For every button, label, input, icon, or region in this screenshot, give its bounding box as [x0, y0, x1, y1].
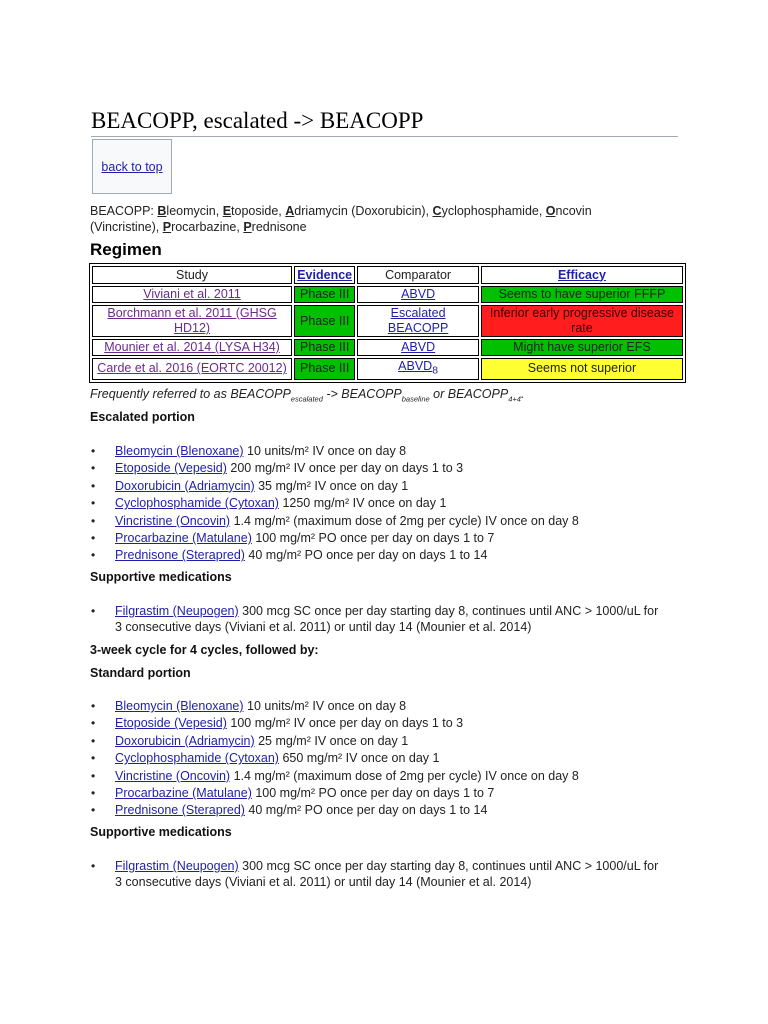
list-item	[90, 460, 670, 477]
drug-dose: 25 mg/m² IV once on day 1	[254, 733, 409, 748]
freq-text: Frequently referred to as BEACOPP	[90, 387, 291, 401]
freq-text: or BEACOPP	[429, 387, 509, 401]
drug-dose: 300 mcg SC once per day starting day 8, continues until ANC > 1000/uL for 3 consecutive days (Viviani et al. 2011) or until day 14 (Mounier et al. 2014)	[115, 859, 659, 889]
list-item	[90, 530, 670, 547]
initial-a: A	[285, 204, 295, 218]
drug-link[interactable]: Doxorubicin (Adriamycin)	[115, 478, 255, 493]
drug-link[interactable]: Procarbazine (Matulane)	[115, 786, 252, 801]
intro-drug: rocarbazine,	[171, 220, 244, 234]
drug-dose: 100 mg/m² IV once per day on days 1 to 3	[226, 716, 464, 731]
drug-dose: 200 mg/m² IV once per day on days 1 to 3	[226, 461, 464, 476]
comparator-cell[interactable]	[357, 339, 479, 356]
comparator-cell[interactable]	[357, 286, 479, 303]
drug-dose: 1250 mg/m² IV once on day 1	[278, 496, 447, 511]
study-link[interactable]: Viviani et al. 2011	[143, 287, 241, 301]
standard-drug-list	[90, 698, 670, 820]
initial-b: B	[157, 204, 167, 218]
list-item	[90, 603, 660, 635]
evidence-cell: Phase III	[294, 305, 355, 337]
comparator-subscript: 8	[432, 365, 438, 377]
drug-dose: 35 mg/m² IV once on day 1	[254, 478, 409, 493]
study-link[interactable]: Carde et al. 2016 (EORTC 20012)	[97, 361, 287, 376]
initial-o: O	[545, 204, 556, 218]
comparator-link[interactable]	[398, 359, 438, 377]
list-item	[90, 802, 670, 819]
page-title: BEACOPP, escalated -> BEACOPP	[91, 106, 678, 137]
drug-dose: 300 mcg SC once per day starting day 8, continues until ANC > 1000/uL for 3 consecutive days (Viviani et al. 2011) or until day 14 (Mounier et al. 2014)	[115, 604, 659, 634]
list-item	[90, 858, 660, 890]
back-to-top-box	[92, 139, 172, 194]
table-row	[92, 339, 683, 356]
freq-sub-baseline: baseline	[401, 394, 430, 404]
intro-drug: ncovin (Vincristine),	[90, 204, 592, 234]
drug-dose: 100 mg/m² PO once per day on days 1 to 7	[251, 786, 495, 801]
efficacy-link[interactable]: Efficacy	[557, 267, 606, 282]
study-cell[interactable]	[92, 286, 292, 303]
table-row	[92, 305, 683, 337]
comparator-cell[interactable]	[357, 305, 479, 337]
drug-link[interactable]: Etoposide (Vepesid)	[115, 461, 227, 476]
drug-dose: 10 units/m² IV once on day 8	[243, 444, 407, 458]
comparator-link[interactable]: ABVD	[401, 287, 436, 301]
drug-link[interactable]: Prednisone (Sterapred)	[115, 548, 245, 563]
drug-dose: 1.4 mg/m² (maximum dose of 2mg per cycle) IV once on day 8	[230, 513, 579, 528]
drug-link[interactable]: Vincristine (Oncovin)	[115, 513, 231, 528]
list-item	[90, 768, 670, 785]
freq-sub-44: 4+4	[508, 394, 521, 404]
intro-drug: driamycin (Doxorubicin),	[294, 204, 433, 218]
drug-link[interactable]: Procarbazine (Matulane)	[115, 531, 252, 546]
freq-sub-escalated: escalated	[290, 394, 323, 404]
intro-drug: yclophosphamide,	[441, 204, 546, 218]
header-study: Study	[92, 266, 292, 284]
initial-c: C	[432, 204, 442, 218]
drug-link[interactable]: Cyclophosphamide (Cytoxan)	[115, 496, 279, 511]
drug-dose: 1.4 mg/m² (maximum dose of 2mg per cycle) IV once on day 8	[230, 768, 579, 783]
escalated-drug-list	[90, 443, 670, 565]
header-efficacy[interactable]	[481, 266, 683, 284]
efficacy-cell: Seems not superior	[481, 358, 683, 380]
efficacy-cell: Might have superior EFS	[481, 339, 683, 356]
intro-drug: toposide,	[231, 204, 286, 218]
list-item	[90, 513, 670, 530]
standard-portion-heading: Standard portion	[90, 666, 191, 680]
comparator-cell[interactable]	[357, 358, 479, 380]
comparator-link[interactable]: ABVD	[401, 340, 436, 354]
list-item	[90, 733, 670, 750]
back-to-top-link[interactable]: back to top	[101, 159, 163, 174]
drug-dose: 40 mg/m² PO once per day on days 1 to 14	[244, 548, 488, 563]
drug-link[interactable]: Vincristine (Oncovin)	[115, 768, 231, 783]
drug-dose: 10 units/m² IV once on day 8	[243, 699, 407, 713]
freq-text: .	[520, 387, 525, 401]
evidence-cell: Phase III	[294, 358, 355, 380]
comparator-text: ABVD	[398, 359, 433, 373]
intro-drug: leomycin,	[166, 204, 223, 218]
list-item	[90, 785, 670, 802]
standard-supportive-list	[90, 858, 660, 890]
evidence-link[interactable]: Evidence	[297, 267, 353, 282]
table-header-row	[92, 266, 683, 284]
drug-dose: 40 mg/m² PO once per day on days 1 to 14	[244, 803, 488, 818]
drug-dose: 650 mg/m² IV once on day 1	[278, 751, 440, 766]
intro-prefix: BEACOPP:	[90, 204, 158, 218]
header-evidence[interactable]	[294, 266, 355, 284]
drug-link[interactable]: Doxorubicin (Adriamycin)	[115, 733, 255, 748]
regimen-table	[89, 263, 686, 383]
freq-text: -> BEACOPP	[322, 387, 402, 401]
escalated-supportive-list	[90, 603, 660, 635]
study-cell[interactable]	[92, 358, 292, 380]
drug-link[interactable]: Filgrastim (Neupogen)	[115, 604, 239, 618]
intro-drug: rednisone	[251, 220, 307, 234]
list-item	[90, 443, 670, 460]
study-cell[interactable]	[92, 339, 292, 356]
drug-link[interactable]: Prednisone (Sterapred)	[115, 803, 245, 818]
drug-link[interactable]: Etoposide (Vepesid)	[115, 716, 227, 731]
initial-p2: P	[243, 220, 252, 234]
drug-link[interactable]: Bleomycin (Blenoxane)	[115, 444, 244, 458]
initial-p: P	[162, 220, 172, 234]
drug-link[interactable]: Cyclophosphamide (Cytoxan)	[115, 751, 279, 766]
efficacy-cell: Inferior early progressive disease rate	[481, 305, 683, 337]
list-item	[90, 547, 670, 564]
list-item	[90, 750, 670, 767]
list-item	[90, 698, 670, 715]
standard-supportive-heading: Supportive medications	[90, 825, 232, 839]
study-link[interactable]: Mounier et al. 2014 (LYSA H34)	[104, 340, 280, 354]
header-comparator: Comparator	[357, 266, 479, 284]
study-link[interactable]: Borchmann et al. 2011 (GHSG HD12)	[107, 306, 277, 335]
drug-link[interactable]: Bleomycin (Blenoxane)	[115, 699, 244, 713]
comparator-link[interactable]: Escalated BEACOPP	[387, 306, 449, 335]
table-row	[92, 286, 683, 303]
cycle-note: 3-week cycle for 4 cycles, followed by:	[90, 643, 319, 657]
table-row	[92, 358, 683, 380]
evidence-cell: Phase III	[294, 339, 355, 356]
drug-link[interactable]: Filgrastim (Neupogen)	[115, 859, 239, 873]
frequently-referred-note	[90, 387, 524, 404]
list-item	[90, 715, 670, 732]
efficacy-cell: Seems to have superior FFFP	[481, 286, 683, 303]
initial-e: E	[222, 204, 232, 218]
escalated-supportive-heading: Supportive medications	[90, 570, 232, 584]
list-item	[90, 478, 670, 495]
drug-dose: 100 mg/m² PO once per day on days 1 to 7	[251, 531, 495, 546]
list-item	[90, 495, 670, 512]
evidence-cell: Phase III	[294, 286, 355, 303]
regimen-intro	[90, 203, 650, 235]
regimen-heading: Regimen	[90, 240, 162, 259]
study-cell[interactable]	[92, 305, 292, 337]
escalated-portion-heading: Escalated portion	[90, 410, 195, 424]
